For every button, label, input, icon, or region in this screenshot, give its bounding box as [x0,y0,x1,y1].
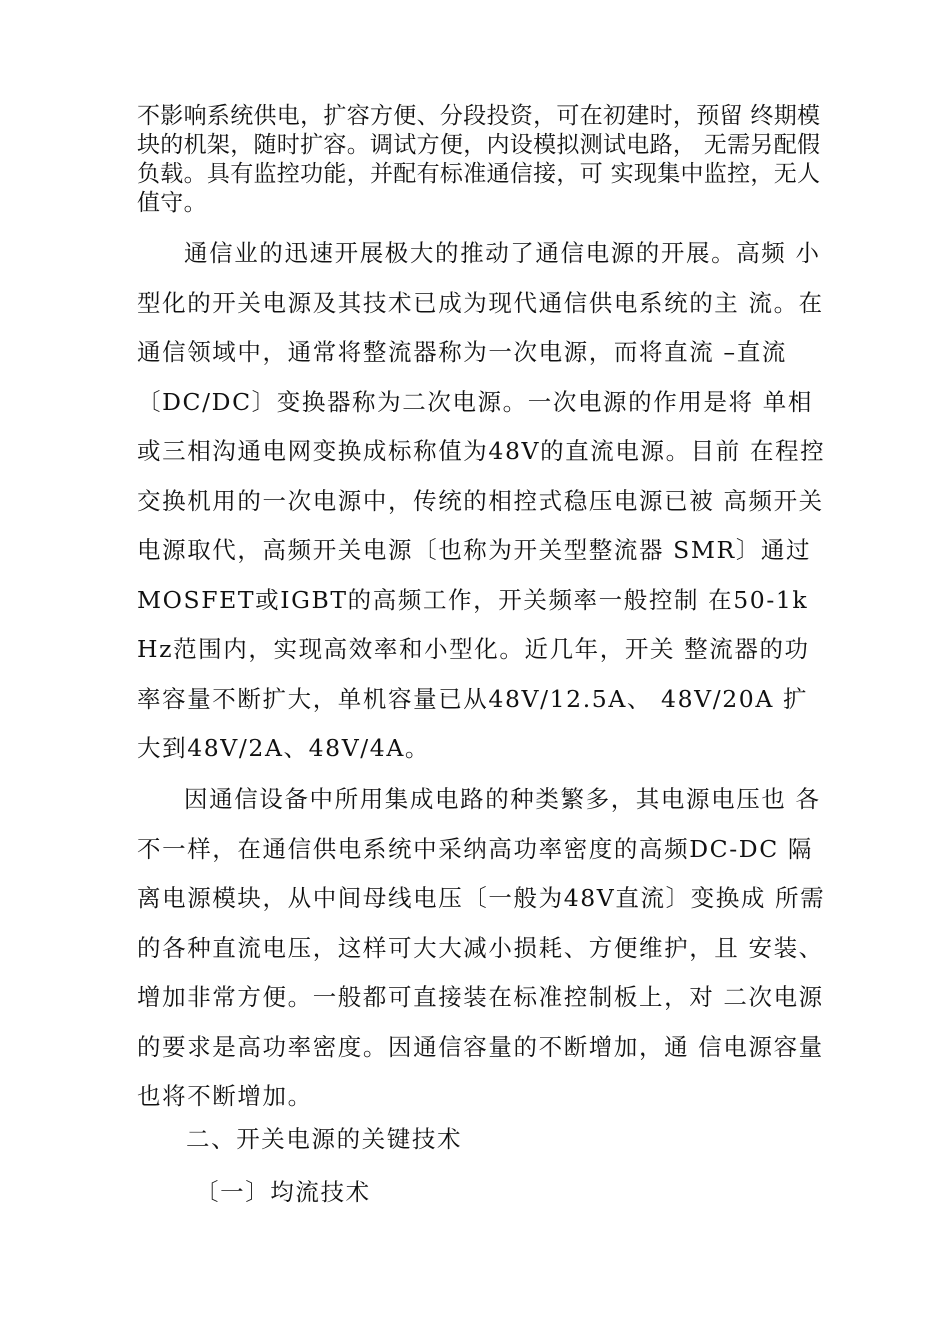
paragraph-integrated-circuits: 因通信设备中所用集成电路的种类繁多，其电源电压也 各不一样，在通信供电系统中采纳高功率密度的高频DC-DC 隔离电源模块，从中间母线电压〔一般为48V直流〕变换成 所需的各种直流电压，这样可大大减小损耗、方便维护，且 安装、增加非常方便。一般都可直接装在标准控制板上，对 二次电源的要求是高功率密度。因通信容量的不断增加，通 信电源容量也将不断增加。 [137,785,826,1110]
section-heading: 二、开关电源的关键技术 [186,1125,463,1153]
paragraph-communication-power: 通信业的迅速开展极大的推动了通信电源的开展。高频 小型化的开关电源及其技术已成为现代通信供电系统的主 流。在通信领域中，通常将整流器称为一次电源，而将直流 –直流〔DC/DC〕变换器称为二次电源。一次电源的作用是将 单相或三相沟通电网变换成标称值为48V的直流电源。目前 在程控交换机用的一次电源中，传统的相控式稳压电源已被 高频开关电源取代，高频开关电源〔也称为开关型整流器 SMR〕通过MOSFET或IGBT的高频工作，开关频率一般控制 在50-1kHz范围内，实现高效率和小型化。近几年，开关 整流器的功率容量不断扩大，单机容量已从48V/12.5A、 48V/20A 扩大到48V/2A、48V/4A。 [137,239,826,762]
paragraph-intro: 不影响系统供电，扩容方便、分段投资，可在初建时，预留 终期模块的机架，随时扩容。调试方便，内设模拟测试电路， 无需另配假负载。具有监控功能，并配有标准通信接，可 实现集中监控，无人值守。 [137,103,821,216]
subsection-heading: 〔一〕均流技术 [195,1178,371,1206]
